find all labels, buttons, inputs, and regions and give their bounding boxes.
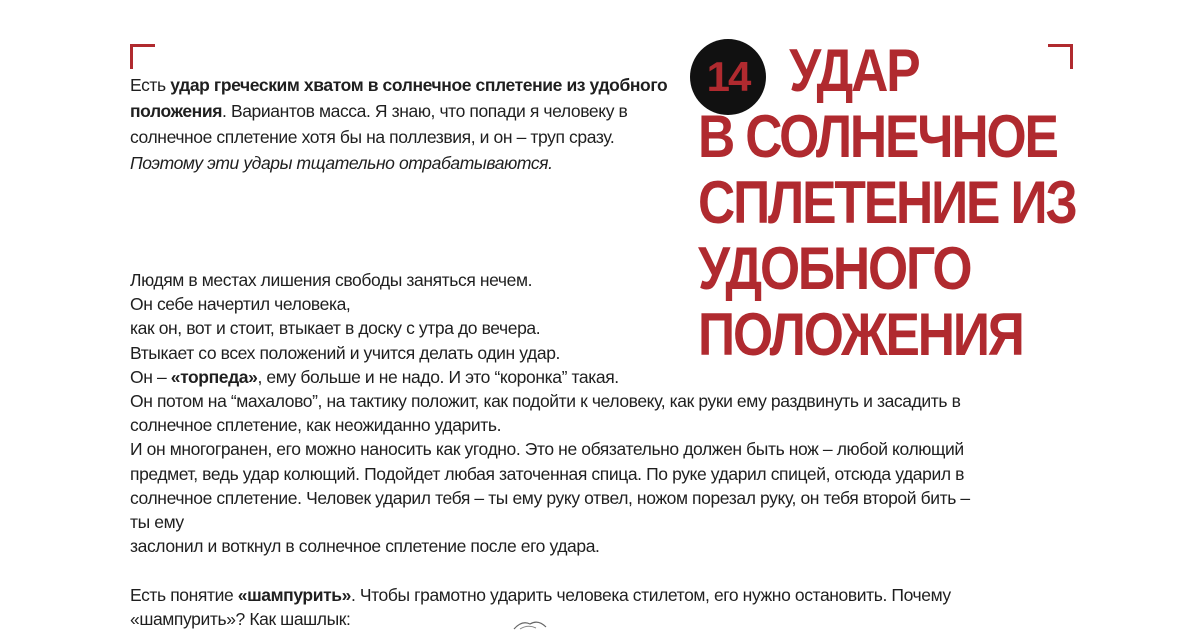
headline-line: ПОЛОЖЕНИЯ bbox=[698, 301, 1023, 368]
paragraph-gap bbox=[130, 558, 1060, 582]
body-line: И он многогранен, его можно наносить как угодно. Это не обязательно должен быть нож – любой колющий bbox=[130, 439, 964, 460]
term-shampurit: «шампурить» bbox=[237, 584, 351, 605]
body-line: Он потом на “махалово”, на тактику положит, как подойти к человеку, как руки ему раздвинуть и засадить в bbox=[130, 391, 961, 412]
body-line bbox=[130, 365, 1060, 389]
intro-bold: удар греческим хватом в солнечное сплетение из удобного положения bbox=[130, 75, 668, 121]
body-line: ты ему bbox=[130, 512, 184, 533]
body-text-run: , ему больше и не надо. И это “коронка” такая. bbox=[257, 366, 619, 387]
corner-bracket-top-left bbox=[130, 44, 155, 69]
headline-line: СПЛЕТЕНИЕ ИЗ bbox=[698, 169, 1076, 236]
body-text bbox=[130, 268, 1060, 631]
body-line: заслонил и воткнул в солнечное сплетение после его удара. bbox=[130, 536, 600, 557]
body-line: как он, вот и стоит, втыкает в доску с утра до вечера. bbox=[130, 318, 541, 339]
intro-lead: Есть bbox=[130, 75, 171, 95]
intro-paragraph bbox=[130, 72, 675, 176]
body-line: солнечное сплетение. Человек ударил тебя – ты ему руку отвел, ножом порезал руку, он тебя второй бить – bbox=[130, 487, 970, 508]
body-line: солнечное сплетение, как неожиданно ударить. bbox=[130, 415, 502, 436]
body-text-run: . Чтобы грамотно ударить человека стилетом, его нужно остановить. Почему bbox=[350, 584, 951, 605]
body-text-run: Есть понятие bbox=[130, 584, 238, 605]
intro-middle: . Вариантов масса. Я знаю, что попади я человеку в солнечное сплетение хотя бы на поллезвия, и он – труп сразу. bbox=[130, 101, 628, 147]
body-line: Втыкает со всех положений и учится делать один удар. bbox=[130, 342, 560, 363]
body-line: Людям в местах лишения свободы заняться нечем. bbox=[130, 270, 533, 290]
term-torpeda: «торпеда» bbox=[170, 366, 258, 387]
headline-line: УДОБНОГО bbox=[698, 235, 971, 302]
illustration-fragment bbox=[510, 618, 550, 630]
headline-line: УДАР bbox=[789, 37, 919, 104]
chapter-number-badge: 14 bbox=[690, 39, 766, 115]
body-line: предмет, ведь удар колющий. Подойдет любая заточенная спица. По руке ударил спицей, отсюда ударил в bbox=[130, 463, 965, 484]
body-text-run: Он – bbox=[130, 366, 171, 387]
body-line bbox=[130, 583, 1060, 607]
body-line: «шампурить»? Как шашлык: bbox=[130, 608, 351, 629]
body-line: Он себе начертил человека, bbox=[130, 294, 351, 315]
headline-line: В СОЛНЕЧНОЕ bbox=[698, 103, 1057, 170]
corner-bracket-top-right bbox=[1048, 44, 1073, 69]
intro-italic: Поэтому эти удары тщательно отрабатываются. bbox=[130, 153, 553, 173]
